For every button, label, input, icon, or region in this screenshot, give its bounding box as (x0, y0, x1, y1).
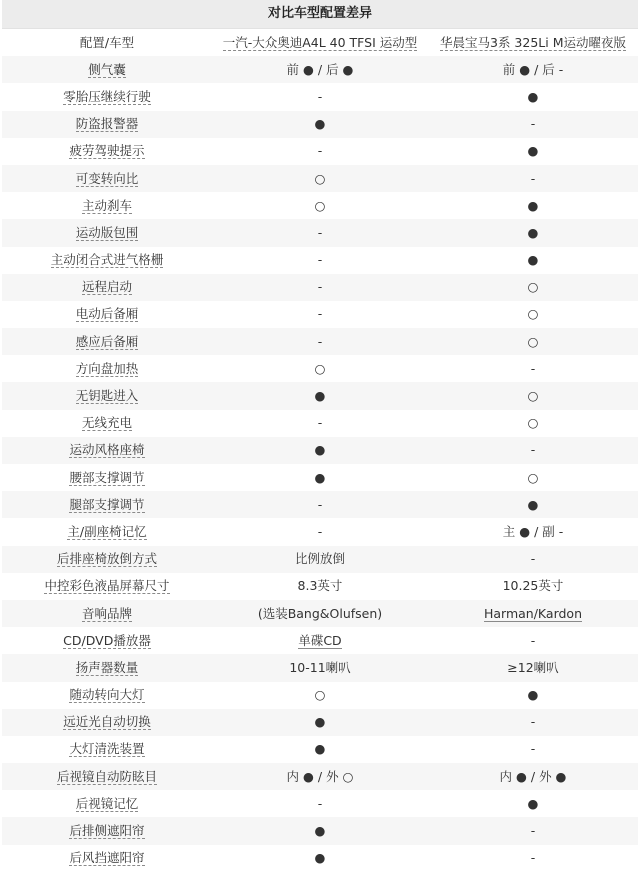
car-b-value (428, 247, 638, 274)
table-row (2, 165, 638, 192)
table-row (2, 56, 638, 83)
car-a-value-text: ○ (314, 197, 326, 213)
car-a-value (212, 573, 428, 600)
car-a-value (212, 274, 428, 301)
feature-label (2, 437, 212, 464)
car-a-value (212, 138, 428, 165)
feature-label-text: 无线充电 (81, 415, 132, 431)
car-b-value-text: ○ (527, 279, 539, 295)
car-b-value-text: ● (527, 795, 539, 811)
feature-label (2, 56, 212, 83)
car-a-value-text: ● (314, 442, 326, 458)
car-b-value (428, 790, 638, 817)
table-row (2, 817, 638, 844)
car-b-value (428, 382, 638, 409)
feature-label (2, 845, 212, 872)
feature-label (2, 301, 212, 328)
feature-label-text: 主/副座椅记忆 (67, 523, 147, 539)
car-a-value (212, 192, 428, 219)
car-b-value (428, 627, 638, 654)
car-a-value-text: 前 ● / 后 ● (286, 61, 354, 77)
car-a-value-text: - (317, 333, 323, 349)
car-a-value-text: ● (314, 469, 326, 485)
feature-label-text: 疲劳驾驶提示 (69, 143, 145, 159)
car-b-value (428, 410, 638, 437)
car-b-value-text: ● (527, 252, 539, 268)
car-a-value-text: - (317, 143, 323, 159)
car-a-value-text: ● (314, 741, 326, 757)
car-b-name[interactable]: 华晨宝马3系 325Li M运动曜夜版 (440, 34, 626, 50)
car-a-value-text: ○ (314, 170, 326, 186)
feature-label (2, 355, 212, 382)
feature-label (2, 817, 212, 844)
table-row (2, 328, 638, 355)
car-b-value (428, 817, 638, 844)
car-b-value (428, 845, 638, 872)
feature-label-text: 后视镜记忆 (75, 795, 139, 811)
table-row (2, 301, 638, 328)
car-b-value-text: ○ (527, 469, 539, 485)
car-a-value-text: - (317, 795, 323, 811)
feature-label-text: 远程启动 (81, 279, 132, 295)
car-a-value-text: - (317, 224, 323, 240)
car-b-value (428, 274, 638, 301)
car-b-value-text: 前 ● / 后 - (502, 61, 564, 77)
car-a-value (212, 382, 428, 409)
table-row (2, 709, 638, 736)
car-a-value-text: (选装Bang&Olufsen) (257, 605, 383, 621)
table-row (2, 790, 638, 817)
feature-label-text: 感应后备厢 (75, 333, 139, 349)
car-a-value (212, 600, 428, 627)
feature-label-text: 防盗报警器 (75, 116, 139, 132)
car-b-value (428, 219, 638, 246)
feature-label (2, 138, 212, 165)
car-b-value (428, 573, 638, 600)
car-a-value (212, 301, 428, 328)
car-a-value (212, 709, 428, 736)
car-a-value-text: 10-11喇叭 (289, 659, 351, 675)
feature-label (2, 247, 212, 274)
car-a-link[interactable] (212, 29, 428, 56)
table-row (2, 736, 638, 763)
table-row (2, 247, 638, 274)
car-b-value (428, 111, 638, 138)
car-a-value-text: ● (314, 850, 326, 866)
feature-label-text: 运动版包围 (75, 224, 139, 240)
feature-label-text: 主动闭合式进气格栅 (50, 252, 164, 268)
feature-label-text: 腰部支撑调节 (69, 469, 145, 485)
header-row (2, 29, 638, 56)
car-a-value-text: ● (314, 388, 326, 404)
feature-label-text: 侧气囊 (88, 61, 126, 77)
car-b-value-text: - (530, 823, 536, 839)
table-row (2, 573, 638, 600)
car-a-value (212, 83, 428, 110)
feature-label-text: 运动风格座椅 (69, 442, 145, 458)
car-b-value-text: - (530, 170, 536, 186)
feature-label (2, 600, 212, 627)
car-b-value-text: ○ (527, 415, 539, 431)
car-a-value (212, 355, 428, 382)
car-b-value-text: Harman/Kardon (483, 605, 582, 621)
table-row (2, 355, 638, 382)
feature-label-text: 扬声器数量 (75, 659, 139, 675)
car-b-value-text: ● (527, 687, 539, 703)
car-b-value-text: - (530, 116, 536, 132)
car-b-value-text: 内 ● / 外 ● (499, 768, 567, 784)
car-b-value (428, 192, 638, 219)
car-a-value-text: - (317, 252, 323, 268)
car-a-value-text: - (317, 523, 323, 539)
car-b-value-text: ○ (527, 306, 539, 322)
car-a-value-text: ○ (314, 360, 326, 376)
car-b-value-text: ● (527, 88, 539, 104)
feature-label (2, 682, 212, 709)
car-a-value (212, 790, 428, 817)
feature-label (2, 328, 212, 355)
car-a-value (212, 845, 428, 872)
car-a-value (212, 410, 428, 437)
table-row (2, 464, 638, 491)
car-a-value (212, 736, 428, 763)
feature-label-text: 零胎压继续行驶 (63, 88, 151, 104)
feature-label (2, 274, 212, 301)
feature-label-text: 音响品牌 (81, 605, 132, 621)
car-a-value-text: 8.3英寸 (297, 578, 343, 594)
feature-label-text: 可变转向比 (75, 170, 139, 186)
feature-label (2, 192, 212, 219)
car-b-value (428, 518, 638, 545)
car-a-value (212, 763, 428, 790)
car-a-value (212, 165, 428, 192)
car-b-value (428, 709, 638, 736)
feature-label (2, 518, 212, 545)
car-a-value-text: - (317, 415, 323, 431)
feature-label (2, 464, 212, 491)
car-b-value (428, 736, 638, 763)
table-row (2, 138, 638, 165)
feature-label-text: 主动刹车 (81, 197, 132, 213)
car-a-value-text: - (317, 306, 323, 322)
car-b-value (428, 682, 638, 709)
car-b-value-text: - (530, 632, 536, 648)
table-row (2, 627, 638, 654)
car-b-value (428, 464, 638, 491)
car-a-value (212, 817, 428, 844)
feature-label (2, 790, 212, 817)
table-row (2, 83, 638, 110)
feature-label (2, 165, 212, 192)
car-b-link[interactable] (428, 29, 638, 56)
car-b-value-text: ● (527, 224, 539, 240)
feature-label-text: 电动后备厢 (75, 306, 139, 322)
car-a-value (212, 328, 428, 355)
car-b-value-text: ≥12喇叭 (507, 659, 559, 675)
table-row (2, 546, 638, 573)
car-b-value-text: ● (527, 197, 539, 213)
car-b-value (428, 437, 638, 464)
car-b-value-text: 主 ● / 副 - (502, 523, 564, 539)
car-a-value (212, 56, 428, 83)
feature-label (2, 491, 212, 518)
feature-label-text: 后排座椅放倒方式 (56, 551, 157, 567)
car-a-value (212, 247, 428, 274)
car-a-value (212, 219, 428, 246)
car-b-value-text: - (530, 551, 536, 567)
comparison-table (2, 29, 638, 872)
car-a-value-text: 内 ● / 外 ○ (286, 768, 354, 784)
car-b-value (428, 600, 638, 627)
table-row (2, 491, 638, 518)
car-b-value-text: 10.25英寸 (502, 578, 564, 594)
feature-label (2, 573, 212, 600)
car-b-value (428, 328, 638, 355)
car-b-value-text: ○ (527, 388, 539, 404)
feature-label (2, 627, 212, 654)
feature-label-text: 后视镜自动防眩目 (56, 768, 157, 784)
car-a-value (212, 437, 428, 464)
car-b-value-text: - (530, 714, 536, 730)
feature-label-text: 随动转向大灯 (69, 687, 145, 703)
feature-label (2, 111, 212, 138)
feature-label-text: 中控彩色液晶屏幕尺寸 (44, 578, 170, 594)
feature-label (2, 382, 212, 409)
car-a-value (212, 682, 428, 709)
table-body (2, 29, 638, 872)
feature-label (2, 83, 212, 110)
car-a-value-text: 比例放倒 (294, 551, 345, 567)
car-b-value (428, 301, 638, 328)
feature-label-text: 后风挡遮阳帘 (69, 850, 145, 866)
car-b-value (428, 165, 638, 192)
table-row (2, 654, 638, 681)
feature-label (2, 709, 212, 736)
car-b-value-text: ● (527, 143, 539, 159)
table-row (2, 518, 638, 545)
feature-label (2, 219, 212, 246)
car-a-value (212, 518, 428, 545)
car-a-value (212, 627, 428, 654)
car-b-value-text: - (530, 442, 536, 458)
comparison-panel (2, 0, 638, 872)
feature-label (2, 736, 212, 763)
car-a-value-text: 单碟CD (298, 632, 342, 648)
feature-label-text: 大灯清洗装置 (69, 741, 145, 757)
car-b-value (428, 763, 638, 790)
car-b-value-text: - (530, 850, 536, 866)
table-row (2, 219, 638, 246)
car-a-value (212, 491, 428, 518)
feature-label-text: 后排侧遮阳帘 (69, 823, 145, 839)
table-row (2, 763, 638, 790)
car-a-value-text: - (317, 496, 323, 512)
car-a-value-text: ● (314, 714, 326, 730)
table-row (2, 382, 638, 409)
table-row (2, 410, 638, 437)
feature-label-text: 无钥匙进入 (75, 388, 139, 404)
feature-label (2, 546, 212, 573)
car-a-value-text: - (317, 88, 323, 104)
car-b-value (428, 546, 638, 573)
car-b-value (428, 654, 638, 681)
header-label: 配置/车型 (2, 29, 212, 56)
table-row (2, 845, 638, 872)
feature-label-text: 方向盘加热 (75, 360, 139, 376)
car-a-value-text: ● (314, 823, 326, 839)
table-row (2, 600, 638, 627)
feature-label (2, 654, 212, 681)
car-a-value (212, 654, 428, 681)
car-a-value (212, 464, 428, 491)
table-row (2, 682, 638, 709)
car-a-value-text: ● (314, 116, 326, 132)
car-a-value-text: ○ (314, 687, 326, 703)
table-row (2, 437, 638, 464)
car-a-value (212, 111, 428, 138)
car-b-value (428, 355, 638, 382)
car-a-value-text: - (317, 279, 323, 295)
table-row (2, 192, 638, 219)
table-row (2, 111, 638, 138)
car-a-value (212, 546, 428, 573)
feature-label-text: 腿部支撑调节 (69, 496, 145, 512)
table-title: 对比车型配置差异 (2, 0, 638, 29)
car-b-value (428, 83, 638, 110)
feature-label (2, 763, 212, 790)
car-b-value-text: ○ (527, 333, 539, 349)
table-row (2, 274, 638, 301)
car-b-value-text: - (530, 360, 536, 376)
car-b-value-text: - (530, 741, 536, 757)
car-b-value (428, 491, 638, 518)
car-b-value (428, 138, 638, 165)
feature-label-text: CD/DVD播放器 (63, 632, 151, 648)
car-b-value-text: ● (527, 496, 539, 512)
car-b-value (428, 56, 638, 83)
car-a-name[interactable]: 一汽-大众奥迪A4L 40 TFSI 运动型 (222, 34, 418, 50)
feature-label-text: 远近光自动切换 (63, 714, 151, 730)
feature-label (2, 410, 212, 437)
